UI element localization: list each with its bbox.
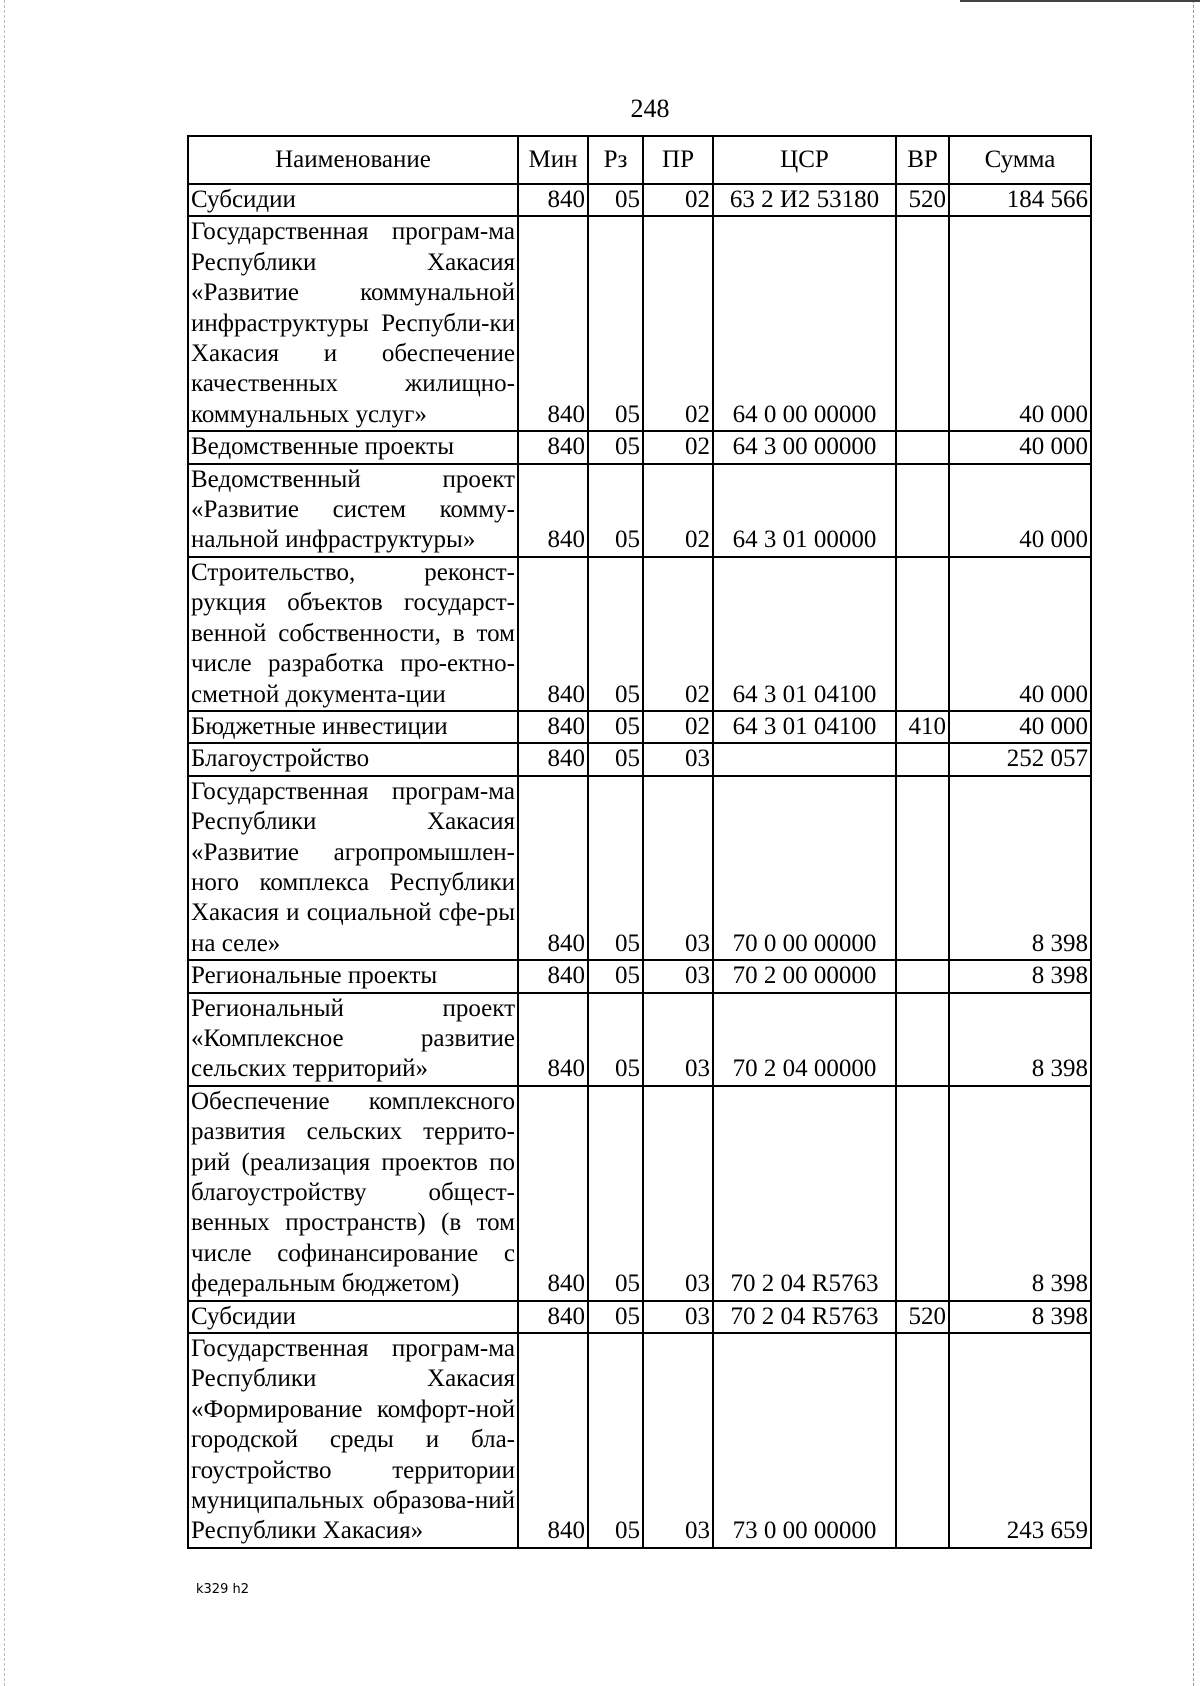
cell-min: 840 (518, 184, 588, 216)
cell-rz: 05 (588, 1301, 643, 1333)
cell-pr: 02 (643, 464, 713, 557)
cell-vr (896, 1333, 949, 1548)
cell-sum: 40 000 (949, 216, 1091, 431)
table-row (188, 993, 1091, 1086)
cell-pr: 03 (643, 993, 713, 1086)
cell-rz: 05 (588, 557, 643, 711)
cell-csr: 70 2 04 R5763 (713, 1086, 896, 1301)
cell-vr: 520 (896, 1301, 949, 1333)
header-min: Мин (518, 136, 588, 184)
budget-table (187, 135, 1092, 1549)
cell-csr: 70 0 00 00000 (713, 776, 896, 960)
cell-csr: 63 2 И2 53180 (713, 184, 896, 216)
table-row (188, 1301, 1091, 1333)
cell-min: 840 (518, 431, 588, 463)
cell-rz: 05 (588, 711, 643, 743)
cell-csr: 64 0 00 00000 (713, 216, 896, 431)
cell-csr: 70 2 00 00000 (713, 960, 896, 992)
cell-sum: 40 000 (949, 431, 1091, 463)
cell-rz: 05 (588, 216, 643, 431)
cell-vr (896, 960, 949, 992)
cell-name: Государственная програм-ма Республики Хакасия «Развитие коммунальной инфраструктуры Республи-ки Хакасия и обеспечение качественных жилищно-коммунальных услуг» (188, 216, 518, 431)
cell-rz: 05 (588, 960, 643, 992)
cell-sum: 8 398 (949, 960, 1091, 992)
cell-vr (896, 464, 949, 557)
table-row (188, 184, 1091, 216)
scan-top-rule (960, 0, 1200, 2)
cell-vr: 520 (896, 184, 949, 216)
header-name: Наименование (188, 136, 518, 184)
header-pr: ПР (643, 136, 713, 184)
cell-vr (896, 216, 949, 431)
cell-name: Строительство, реконст-рукция объектов государст-венной собственности, в том числе разработка про-ектно-сметной документа-ции (188, 557, 518, 711)
cell-rz: 05 (588, 1086, 643, 1301)
cell-name: Государственная програм-ма Республики Хакасия «Развитие агропромышлен-ного комплекса Республики Хакасия и социальной сфе-ры на селе» (188, 776, 518, 960)
cell-csr: 64 3 01 00000 (713, 464, 896, 557)
cell-pr: 03 (643, 1086, 713, 1301)
cell-pr: 03 (643, 1301, 713, 1333)
cell-pr: 03 (643, 1333, 713, 1548)
scan-right-edge (1193, 0, 1194, 1686)
cell-min: 840 (518, 216, 588, 431)
cell-rz: 05 (588, 431, 643, 463)
cell-min: 840 (518, 993, 588, 1086)
cell-sum: 40 000 (949, 464, 1091, 557)
table-body (188, 184, 1091, 1548)
cell-csr: 64 3 01 04100 (713, 557, 896, 711)
cell-sum: 243 659 (949, 1333, 1091, 1548)
table-row (188, 776, 1091, 960)
cell-name: Обеспечение комплексного развития сельских террито-рий (реализация проектов по благоустройству общест-венных пространств) (в том числе софинансирование с федеральным бюджетом) (188, 1086, 518, 1301)
cell-rz: 05 (588, 464, 643, 557)
table-row (188, 216, 1091, 431)
table-header-row (188, 136, 1091, 184)
cell-vr: 410 (896, 711, 949, 743)
table-row (188, 1086, 1091, 1301)
cell-rz: 05 (588, 743, 643, 775)
header-csr: ЦСР (713, 136, 896, 184)
cell-vr (896, 993, 949, 1086)
page-number: 248 (630, 94, 670, 123)
cell-rz: 05 (588, 776, 643, 960)
cell-name: Субсидии (188, 1301, 518, 1333)
cell-vr (896, 743, 949, 775)
cell-min: 840 (518, 1301, 588, 1333)
cell-sum: 252 057 (949, 743, 1091, 775)
cell-name: Ведомственный проект «Развитие систем комму-нальной инфраструктуры» (188, 464, 518, 557)
cell-csr: 73 0 00 00000 (713, 1333, 896, 1548)
cell-min: 840 (518, 1086, 588, 1301)
cell-sum: 40 000 (949, 557, 1091, 711)
cell-name: Субсидии (188, 184, 518, 216)
cell-min: 840 (518, 776, 588, 960)
cell-vr (896, 557, 949, 711)
cell-name: Ведомственные проекты (188, 431, 518, 463)
cell-sum: 8 398 (949, 1301, 1091, 1333)
cell-pr: 02 (643, 431, 713, 463)
table-row (188, 557, 1091, 711)
cell-pr: 02 (643, 711, 713, 743)
table-row (188, 743, 1091, 775)
cell-min: 840 (518, 1333, 588, 1548)
table-row (188, 431, 1091, 463)
cell-sum: 40 000 (949, 711, 1091, 743)
table-row (188, 464, 1091, 557)
cell-pr: 02 (643, 557, 713, 711)
cell-name: Государственная програм-ма Республики Хакасия «Формирование комфорт-ной городской среды и бла-гоустройство территории муниципальных образова-ний Республики Хакасия» (188, 1333, 518, 1548)
scan-left-edge (4, 0, 5, 1686)
cell-vr (896, 1086, 949, 1301)
cell-csr: 70 2 04 R5763 (713, 1301, 896, 1333)
cell-name: Региональные проекты (188, 960, 518, 992)
cell-vr (896, 776, 949, 960)
cell-sum: 184 566 (949, 184, 1091, 216)
cell-csr: 70 2 04 00000 (713, 993, 896, 1086)
cell-sum: 8 398 (949, 1086, 1091, 1301)
cell-rz: 05 (588, 1333, 643, 1548)
cell-sum: 8 398 (949, 776, 1091, 960)
cell-name: Благоустройство (188, 743, 518, 775)
cell-csr: 64 3 00 00000 (713, 431, 896, 463)
footer-code: k329 h2 (196, 1582, 249, 1597)
header-rz: Рз (588, 136, 643, 184)
cell-vr (896, 431, 949, 463)
cell-name: Бюджетные инвестиции (188, 711, 518, 743)
cell-min: 840 (518, 711, 588, 743)
cell-min: 840 (518, 743, 588, 775)
cell-pr: 03 (643, 743, 713, 775)
header-vr: ВР (896, 136, 949, 184)
table-row (188, 960, 1091, 992)
cell-min: 840 (518, 960, 588, 992)
cell-sum: 8 398 (949, 993, 1091, 1086)
cell-pr: 02 (643, 216, 713, 431)
cell-pr: 03 (643, 776, 713, 960)
cell-rz: 05 (588, 184, 643, 216)
cell-min: 840 (518, 464, 588, 557)
cell-csr: 64 3 01 04100 (713, 711, 896, 743)
cell-pr: 02 (643, 184, 713, 216)
header-sum: Сумма (949, 136, 1091, 184)
table-row (188, 1333, 1091, 1548)
cell-csr (713, 743, 896, 775)
cell-name: Региональный проект «Комплексное развитие сельских территорий» (188, 993, 518, 1086)
cell-rz: 05 (588, 993, 643, 1086)
table-row (188, 711, 1091, 743)
cell-min: 840 (518, 557, 588, 711)
cell-pr: 03 (643, 960, 713, 992)
